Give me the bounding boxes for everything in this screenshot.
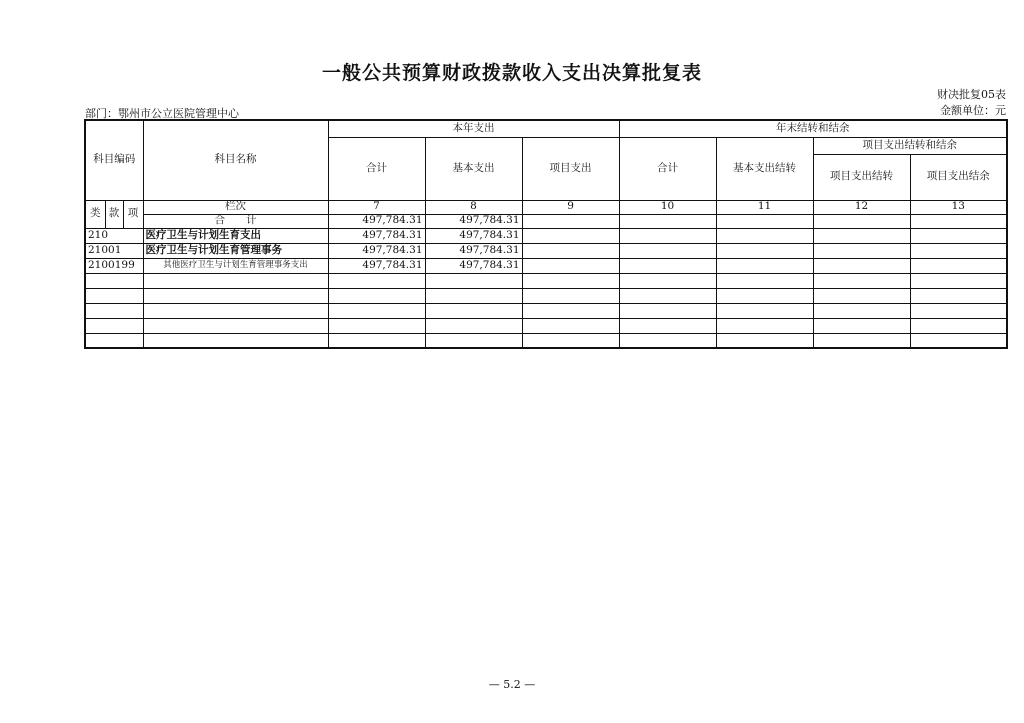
col-num: 9 bbox=[522, 200, 619, 214]
basic-expenditure-header: 基本支出 bbox=[425, 137, 522, 200]
project-balance-header: 项目支出结余 bbox=[910, 154, 1007, 200]
column-order-label: 栏次 bbox=[143, 200, 328, 214]
row-total: 497,784.31 bbox=[328, 258, 425, 273]
row-name: 其他医疗卫生与计划生育管理事务支出 bbox=[143, 258, 328, 273]
row-total: 497,784.31 bbox=[328, 228, 425, 243]
row-name: 医疗卫生与计划生育支出 bbox=[143, 228, 328, 243]
page-number: — 5.2 — bbox=[488, 678, 536, 691]
empty-row bbox=[85, 303, 1007, 318]
col-num: 11 bbox=[716, 200, 813, 214]
page-title: 一般公共预算财政拨款收入支出决算批复表 bbox=[321, 62, 702, 84]
col-num: 13 bbox=[910, 200, 1007, 214]
form-code: 财决批复05表 bbox=[937, 88, 1006, 101]
row-name: 医疗卫生与计划生育管理事务 bbox=[143, 243, 328, 258]
project-carry-balance-header: 项目支出结转和结余 bbox=[813, 137, 1007, 154]
amount-unit: 金额单位：元 bbox=[940, 104, 1006, 117]
row-total: 497,784.31 bbox=[328, 243, 425, 258]
project-expenditure-header: 项目支出 bbox=[522, 137, 619, 200]
empty-row bbox=[85, 273, 1007, 288]
row-code: 2100199 bbox=[85, 258, 143, 273]
table-row bbox=[85, 228, 1007, 243]
row-basic: 497,784.31 bbox=[425, 228, 522, 243]
carryover-total-header: 合计 bbox=[619, 137, 716, 200]
empty-row bbox=[85, 318, 1007, 333]
year-end-carryover-header: 年末结转和结余 bbox=[619, 120, 1007, 137]
grand-total-amount: 497,784.31 bbox=[328, 214, 425, 228]
col-num: 8 bbox=[425, 200, 522, 214]
row-basic: 497,784.31 bbox=[425, 258, 522, 273]
subject-name-header: 科目名称 bbox=[143, 120, 328, 200]
expenditure-table bbox=[84, 119, 1008, 349]
department-label: 部门：鄂州市公立医院管理中心 bbox=[85, 107, 239, 120]
table-row bbox=[85, 243, 1007, 258]
project-carryover-header: 项目支出结转 bbox=[813, 154, 910, 200]
row-code: 21001 bbox=[85, 243, 143, 258]
xiang-header: 项 bbox=[123, 200, 143, 228]
total-header: 合计 bbox=[328, 137, 425, 200]
col-num: 10 bbox=[619, 200, 716, 214]
current-year-expenditure-header: 本年支出 bbox=[328, 120, 619, 137]
grand-total-label: 合 计 bbox=[143, 214, 328, 228]
col-num: 7 bbox=[328, 200, 425, 214]
subject-code-header: 科目编码 bbox=[85, 120, 143, 200]
col-num: 12 bbox=[813, 200, 910, 214]
empty-row bbox=[85, 288, 1007, 303]
lei-header: 类 bbox=[85, 200, 105, 228]
kuan-header: 款 bbox=[105, 200, 123, 228]
row-code: 210 bbox=[85, 228, 143, 243]
table-row bbox=[85, 258, 1007, 273]
empty-row bbox=[85, 333, 1007, 348]
basic-carryover-header: 基本支出结转 bbox=[716, 137, 813, 200]
grand-total-basic: 497,784.31 bbox=[425, 214, 522, 228]
row-basic: 497,784.31 bbox=[425, 243, 522, 258]
